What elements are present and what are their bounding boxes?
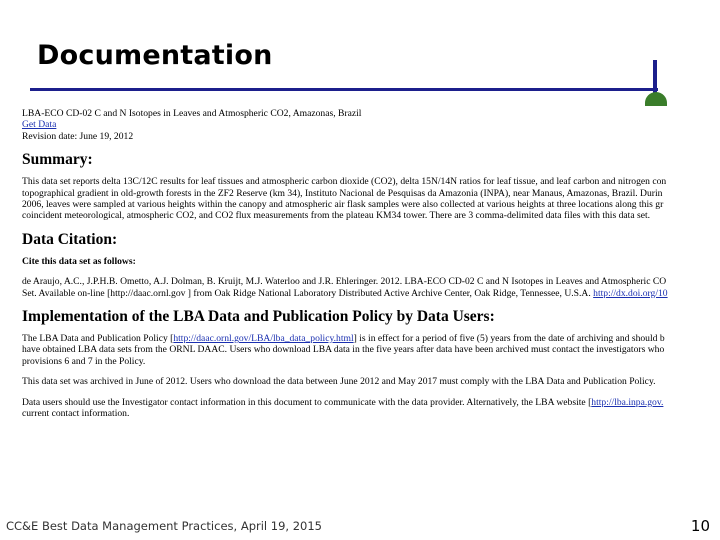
- slide-title: Documentation: [37, 40, 273, 71]
- summary-line: coincident meteorological, atmospheric CO2, and CO2 flux measurements from the plateau KM34 tower. There are 3 comma-delimited data files with this data set.: [22, 210, 651, 222]
- policy-heading: Implementation of the LBA Data and Publication Policy by Data Users:: [22, 308, 495, 326]
- citation-heading: Data Citation:: [22, 230, 118, 248]
- citation-line: Set. Available on-line [http://daac.ornl.gov ] from Oak Ridge National Laboratory Distributed Active Archive Center, Oak Ridge, Tennessee, U.S.A.: [22, 287, 594, 299]
- summary-text: [22, 176, 706, 222]
- slide-footer: CC&E Best Data Management Practices, April 19, 2015: [6, 519, 322, 533]
- policy-line: The LBA Data and Publication Policy [: [22, 333, 174, 345]
- policy-text: [22, 333, 706, 367]
- policy-line: have obtained LBA data sets from the ORNL DAAC. Users who download LBA data in the five years after data have been archived must contact the investigators who: [22, 344, 665, 356]
- dataset-title: LBA-ECO CD-02 C and N Isotopes in Leaves and Atmospheric CO2, Amazonas, Brazil: [22, 108, 362, 119]
- title-underline: [30, 88, 658, 91]
- summary-heading: Summary:: [22, 151, 93, 169]
- citation-line: de Araujo, A.C., J.P.H.B. Ometto, A.J. Dolman, B. Kruijt, M.J. Waterloo and J.R. Ehleringer. 2012. LBA-ECO CD-02 C and N Isotopes in Leaves and Atmospheric CO: [22, 276, 667, 288]
- summary-line: topographical gradient in old-growth forests in the ZF2 Reserve (km 34), Instituto Nacional de Pesquisas da Amazonia (INPA), near Manaus, Amazonas, Brazil. Durin: [22, 187, 663, 199]
- citation-text: [22, 276, 706, 299]
- documentation-screenshot: [22, 108, 706, 470]
- policy-link[interactable]: http://daac.ornl.gov/LBA/lba_data_policy.html: [173, 333, 354, 345]
- policy-line: ] is in effect for a period of five (5) years from the date of archiving and should b: [353, 333, 665, 345]
- doi-link[interactable]: http://dx.doi.org/10: [593, 287, 668, 299]
- page-number: 10: [690, 517, 710, 535]
- cite-intro: Cite this data set as follows:: [22, 255, 136, 267]
- summary-line: 2006, leaves were sampled at various heights within the canopy and atmospheric air flask samples were also collected at various heights at three locations along this gr: [22, 199, 664, 211]
- revision-date: Revision date: June 19, 2012: [22, 130, 134, 142]
- contact-line: Data users should use the Investigator contact information in this document to communicate with the data provider. Alternatively, the LBA website [: [22, 396, 592, 408]
- summary-line: This data set reports delta 13C/12C results for leaf tissues and atmospheric carbon dioxide (CO2), delta 15N/14N ratios for leaf tissue, and leaf carbon and nitrogen con: [22, 176, 667, 188]
- policy-line: provisions 6 and 7 in the Policy.: [22, 355, 146, 367]
- contact-line: current contact information.: [22, 408, 130, 420]
- decorative-dot: [645, 92, 667, 106]
- archived-line: This data set was archived in June of 2012. Users who download the data between June 2012 and May 2017 must comply with the LBA Data and Publication Policy.: [22, 376, 656, 388]
- lba-website-link[interactable]: http://lba.inpa.gov.: [591, 396, 664, 408]
- contact-text: [22, 397, 706, 420]
- get-data-link[interactable]: Get Data: [22, 119, 57, 131]
